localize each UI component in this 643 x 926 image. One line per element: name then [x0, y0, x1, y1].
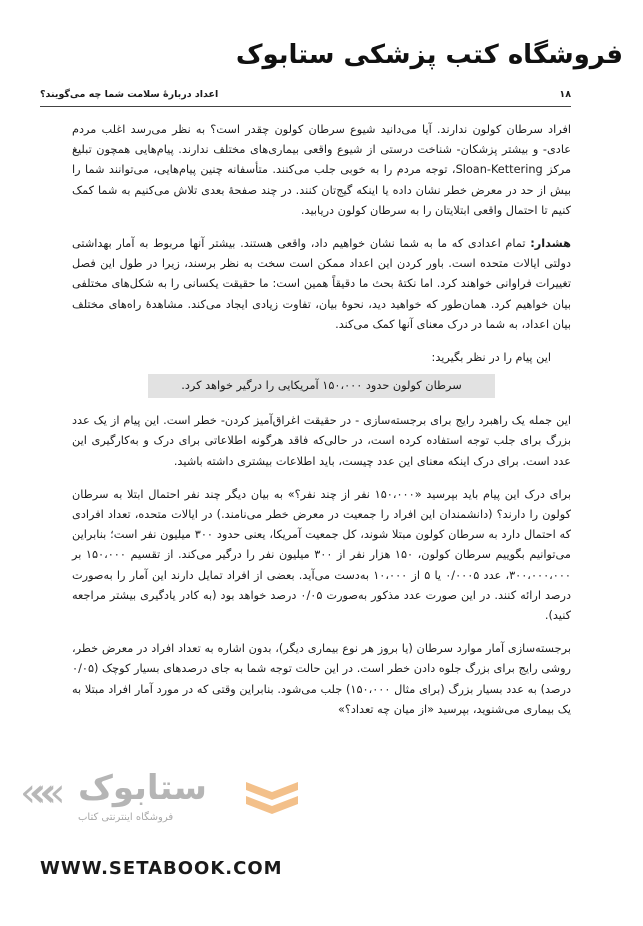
watermark-logo: ستابوک	[78, 768, 207, 808]
chapter-title: اعداد دربارهٔ سلامت شما چه می‌گویند؟	[40, 88, 219, 100]
paragraph-6: برجسته‌سازی آمار موارد سرطان (یا بروز هر نوع بیماری دیگر)، بدون اشاره به تعداد افراد در معرض خطر، روشی رایج برای بزرگ جلوه دادن خطر است. در این حالت توجه شما به جای درصدهای بسیار کوچک (۰/۰۵ درصد) به عدد بسیار بزرگ (برای مثال ۱۵۰،۰۰۰) جلب می‌شود. بنابراین وقتی که در مورد آمار افراد مبتلا به یک بیماری می‌شنوید، بپرسید «از میان چه تعداد؟»	[72, 642, 571, 716]
paragraph-1: افراد سرطان کولون ندارند. آیا می‌دانید شیوع سرطان کولون چقدر است؟ به نظر می‌رسد اغلب مردم عادی- و بیشتر پزشکان- شناخت درستی از شیوع واقعی بیماری‌های مختلف ندارند. پیام‌هایی همچون تبلیغ مرکز Sloan-Kettering، توجه مردم را به خوبی جلب می‌کنند. متأسفانه چنین پیام‌هایی، می‌توانند شما را بیش از حد در معرض خطر نشان داده یا اینکه گیج‌تان کنند. در چند صفحهٔ بعدی تلاش می‌کنیم به شما کمک کنیم تا احتمال واقعی ابتلایتان را به سرطان کولون دریابید.	[72, 123, 571, 217]
paragraph-2-text: تمام اعدادی که ما به شما نشان خواهیم داد، واقعی هستند. بیشتر آنها مربوط به آمار بهداشتی دولتی ایالات متحده است. باور کردن این اعداد ممکن است سخت به نظر برسند، زیرا در طول این فصل تغییرات فراوانی خواهند کرد. اما نکتهٔ بحث ما دقیقاً همین است: ما حقیقت یکسانی را به شکل‌های مختلفی بیان خواهیم کرد. همان‌طور که خواهید دید، نحوهٔ بیان، تفاوت زیادی ایجاد می‌کند. مشاهدهٔ راه‌های مختلف بیان اعداد، به شما در درک معنای آنها کمک می‌کند.	[72, 237, 571, 331]
watermark-tagline: فروشگاه اینترنتی کتاب	[78, 812, 174, 823]
paragraph-2	[72, 234, 571, 335]
open-book-icon	[242, 776, 302, 822]
quote-box: سرطان کولون حدود ۱۵۰،۰۰۰ آمریکایی را درگیر خواهد کرد.	[148, 374, 495, 398]
watermark-arrows-icon: «««	[20, 770, 52, 816]
paragraph-4: این جمله یک راهبرد رایج برای برجسته‌سازی - در حقیقت اغراق‌آمیز کردن- خطر است. این پیام از یک عدد بزرگ برای جلب توجه استفاده کرده است، در حالی‌که فاقد هرگونه اطلاعاتی برای درک و به‌کارگیری این عدد است. برای درک اینکه معنای این عدد چیست، باید اطلاعات بیشتری داشته باشید.	[72, 414, 571, 468]
note-label: هشدار:	[530, 237, 571, 251]
paragraph-5: برای درک این پیام باید بپرسید «۱۵۰،۰۰۰ نفر از چند نفر؟» به بیان دیگر چند نفر احتمال ابتلا به سرطان کولون را دارند؟ (دانشمندان این افراد را جمعیت در معرض خطر می‌نامند.) در ایالات متحده، تعداد افرادی که احتمال دارد به سرطان کولون مبتلا شوند، کل جمعیت آمریکا، یعنی حدود ۳۰۰ میلیون نفر است؛ بنابراین می‌توانیم بگوییم سرطان کولون، ۱۵۰ هزار نفر از ۳۰۰ میلیون نفر را درگیر می‌کند. از تقسیم ۱۵۰،۰۰۰ بر ۳۰۰،۰۰۰،۰۰۰، عدد ۰/۰۰۰۵ یا ۵ از ۱۰،۰۰۰ به‌دست می‌آید. بعضی از افراد تمایل دارند این آمار را به‌صورت درصد ارائه کنند. در این صورت عدد مذکور به‌صورت ۰/۰۵ درصد خواهد بود (به کادر یادگیری بیشتر مراجعه کنید).	[72, 487, 572, 623]
paragraph-3: این پیام را در نظر بگیرید:	[431, 351, 551, 365]
store-banner: فروشگاه کتب پزشکی ستابوک	[235, 40, 623, 70]
footer-url: WWW.SETABOOK.COM	[40, 858, 283, 879]
page-number: ۱۸	[559, 88, 571, 100]
running-head	[40, 86, 571, 107]
page-content	[72, 120, 571, 733]
watermark	[16, 760, 316, 840]
